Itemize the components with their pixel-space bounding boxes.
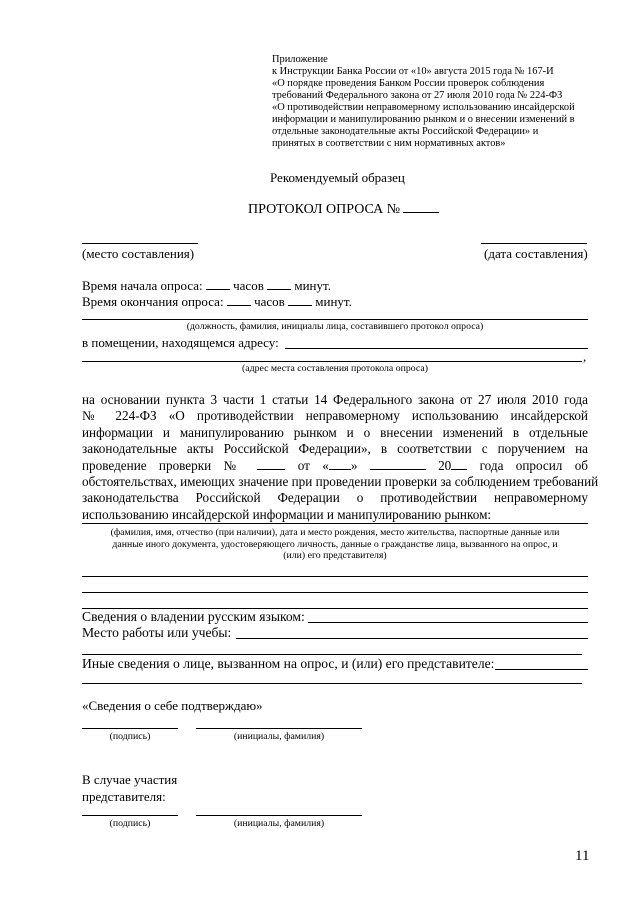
- end-minutes-field[interactable]: [288, 294, 312, 306]
- work-field[interactable]: [236, 638, 588, 639]
- header-block: [272, 54, 575, 150]
- hours-label: часов: [254, 294, 285, 309]
- minutes-label: минут.: [294, 278, 331, 293]
- header-line: Приложение: [272, 54, 328, 65]
- initials-caption: (инициалы, фамилия): [233, 818, 325, 829]
- composer-line[interactable]: [82, 319, 588, 320]
- basis-line: обстоятельствах, имеющих значение при проведении проверки за соблюдением требований: [82, 474, 599, 490]
- check-day-field[interactable]: [329, 458, 351, 470]
- basis-line: использованию инсайдерской информации и манипулированию рынком:: [82, 506, 492, 522]
- start-hours-field[interactable]: [206, 278, 230, 290]
- basis-check-line: [82, 458, 588, 474]
- check-suffix: года опросил об: [479, 457, 589, 473]
- start-time-row: [82, 278, 331, 293]
- person-caption: [82, 527, 588, 562]
- signature-caption: (подпись): [109, 731, 151, 742]
- work-label: Место работы или учебы:: [82, 625, 232, 640]
- address-caption: (адрес места составления протокола опроса): [242, 363, 428, 374]
- signature-caption: (подпись): [109, 818, 151, 829]
- check-year: 20: [438, 457, 452, 473]
- signature-line[interactable]: [82, 728, 178, 729]
- other-info-field[interactable]: [495, 669, 588, 670]
- header-line: «О порядке проведения Банком России проверок соблюдения: [272, 78, 545, 89]
- blank-line[interactable]: [82, 654, 582, 655]
- premises-address-line[interactable]: [285, 348, 588, 349]
- premises-label: в помещении, находящемся адресу:: [82, 335, 279, 350]
- blank-line[interactable]: [82, 592, 588, 593]
- basis-line: на основании пункта 3 части 1 статьи 14 Федерального закона от 27 июля 2010 года: [82, 392, 588, 407]
- header-line: принятых в соответствии с ним нормативных актов»: [272, 138, 506, 149]
- basis-line: информации и манипулированию рынком и о внесении изменений в отдельные: [82, 424, 588, 440]
- basis-line: законодательные акты Российской Федерации», в соответствии с поручением на: [82, 441, 588, 457]
- header-line: информации и манипулированию рынком и о внесении изменений в: [272, 114, 575, 125]
- end-time-row: [82, 294, 352, 309]
- end-time-label: Время окончания опроса:: [82, 294, 224, 309]
- check-quote: »: [350, 457, 358, 473]
- place-label: (место составления): [82, 246, 195, 261]
- check-month-field[interactable]: [370, 458, 426, 470]
- protocol-number-field[interactable]: [403, 201, 439, 213]
- page-title: [248, 201, 439, 218]
- representative-label-2: представителя:: [82, 789, 166, 804]
- start-time-label: Время начала опроса:: [82, 278, 203, 293]
- russian-label: Сведения о владении русским языком:: [82, 609, 305, 624]
- page-title-text: ПРОТОКОЛ ОПРОСА №: [248, 202, 401, 217]
- minutes-label: минут.: [315, 294, 352, 309]
- basis-line: № 224-ФЗ «О противодействии неправомерному использованию инсайдерской: [82, 408, 588, 424]
- initials-line[interactable]: [196, 728, 362, 729]
- end-hours-field[interactable]: [227, 294, 251, 306]
- russian-field[interactable]: [308, 622, 588, 623]
- person-caption-line: (фамилия, имя, отчество (при наличии), дата и место рождения, место жительства, паспортные данные или: [110, 527, 560, 538]
- address-comma: ,: [583, 349, 587, 364]
- confirm-text: «Сведения о себе подтверждаю»: [82, 698, 263, 713]
- sample-label: Рекомендуемый образец: [270, 170, 405, 185]
- date-line[interactable]: [481, 243, 587, 244]
- hours-label: часов: [233, 278, 264, 293]
- header-line: «О противодействии неправомерному использованию инсайдерской: [272, 102, 575, 113]
- page-number: 11: [575, 848, 590, 864]
- person-line[interactable]: [82, 523, 588, 524]
- basis-paragraph: [82, 392, 599, 523]
- initials-line[interactable]: [196, 815, 362, 816]
- place-line[interactable]: [82, 243, 198, 244]
- address-line[interactable]: [82, 361, 582, 362]
- blank-line[interactable]: [82, 683, 582, 684]
- check-year-field[interactable]: [451, 458, 467, 470]
- basis-line: законодательства Российской Федерации о противодействии неправомерному: [82, 490, 588, 506]
- composer-caption: (должность, фамилия, инициалы лица, составившего протокол опроса): [186, 321, 484, 332]
- check-number-field[interactable]: [257, 458, 285, 470]
- header-line: к Инструкции Банка России от «10» августа 2015 года № 167-И: [272, 66, 554, 77]
- start-minutes-field[interactable]: [267, 278, 291, 290]
- blank-line[interactable]: [82, 576, 588, 577]
- check-prefix: проведение проверки №: [82, 457, 246, 473]
- header-line: требований Федерального закона от 27 июля 2010 года № 224-ФЗ: [272, 90, 563, 101]
- representative-label-1: В случае участия: [82, 772, 178, 787]
- header-line: отдельные законодательные акты Российской Федерации» и: [272, 126, 539, 137]
- other-info-label: Иные сведения о лице, вызванном на опрос, и (или) его представителе:: [82, 656, 495, 671]
- date-label: (дата составления): [484, 246, 588, 261]
- person-caption-line: (или) его представителя): [283, 550, 387, 561]
- check-from: от «: [297, 457, 329, 473]
- person-caption-line: данные иного документа, удостоверяющего личность, данные о гражданстве лица, вызванного на опрос, и: [112, 538, 558, 550]
- signature-line[interactable]: [82, 815, 178, 816]
- initials-caption: (инициалы, фамилия): [233, 731, 325, 742]
